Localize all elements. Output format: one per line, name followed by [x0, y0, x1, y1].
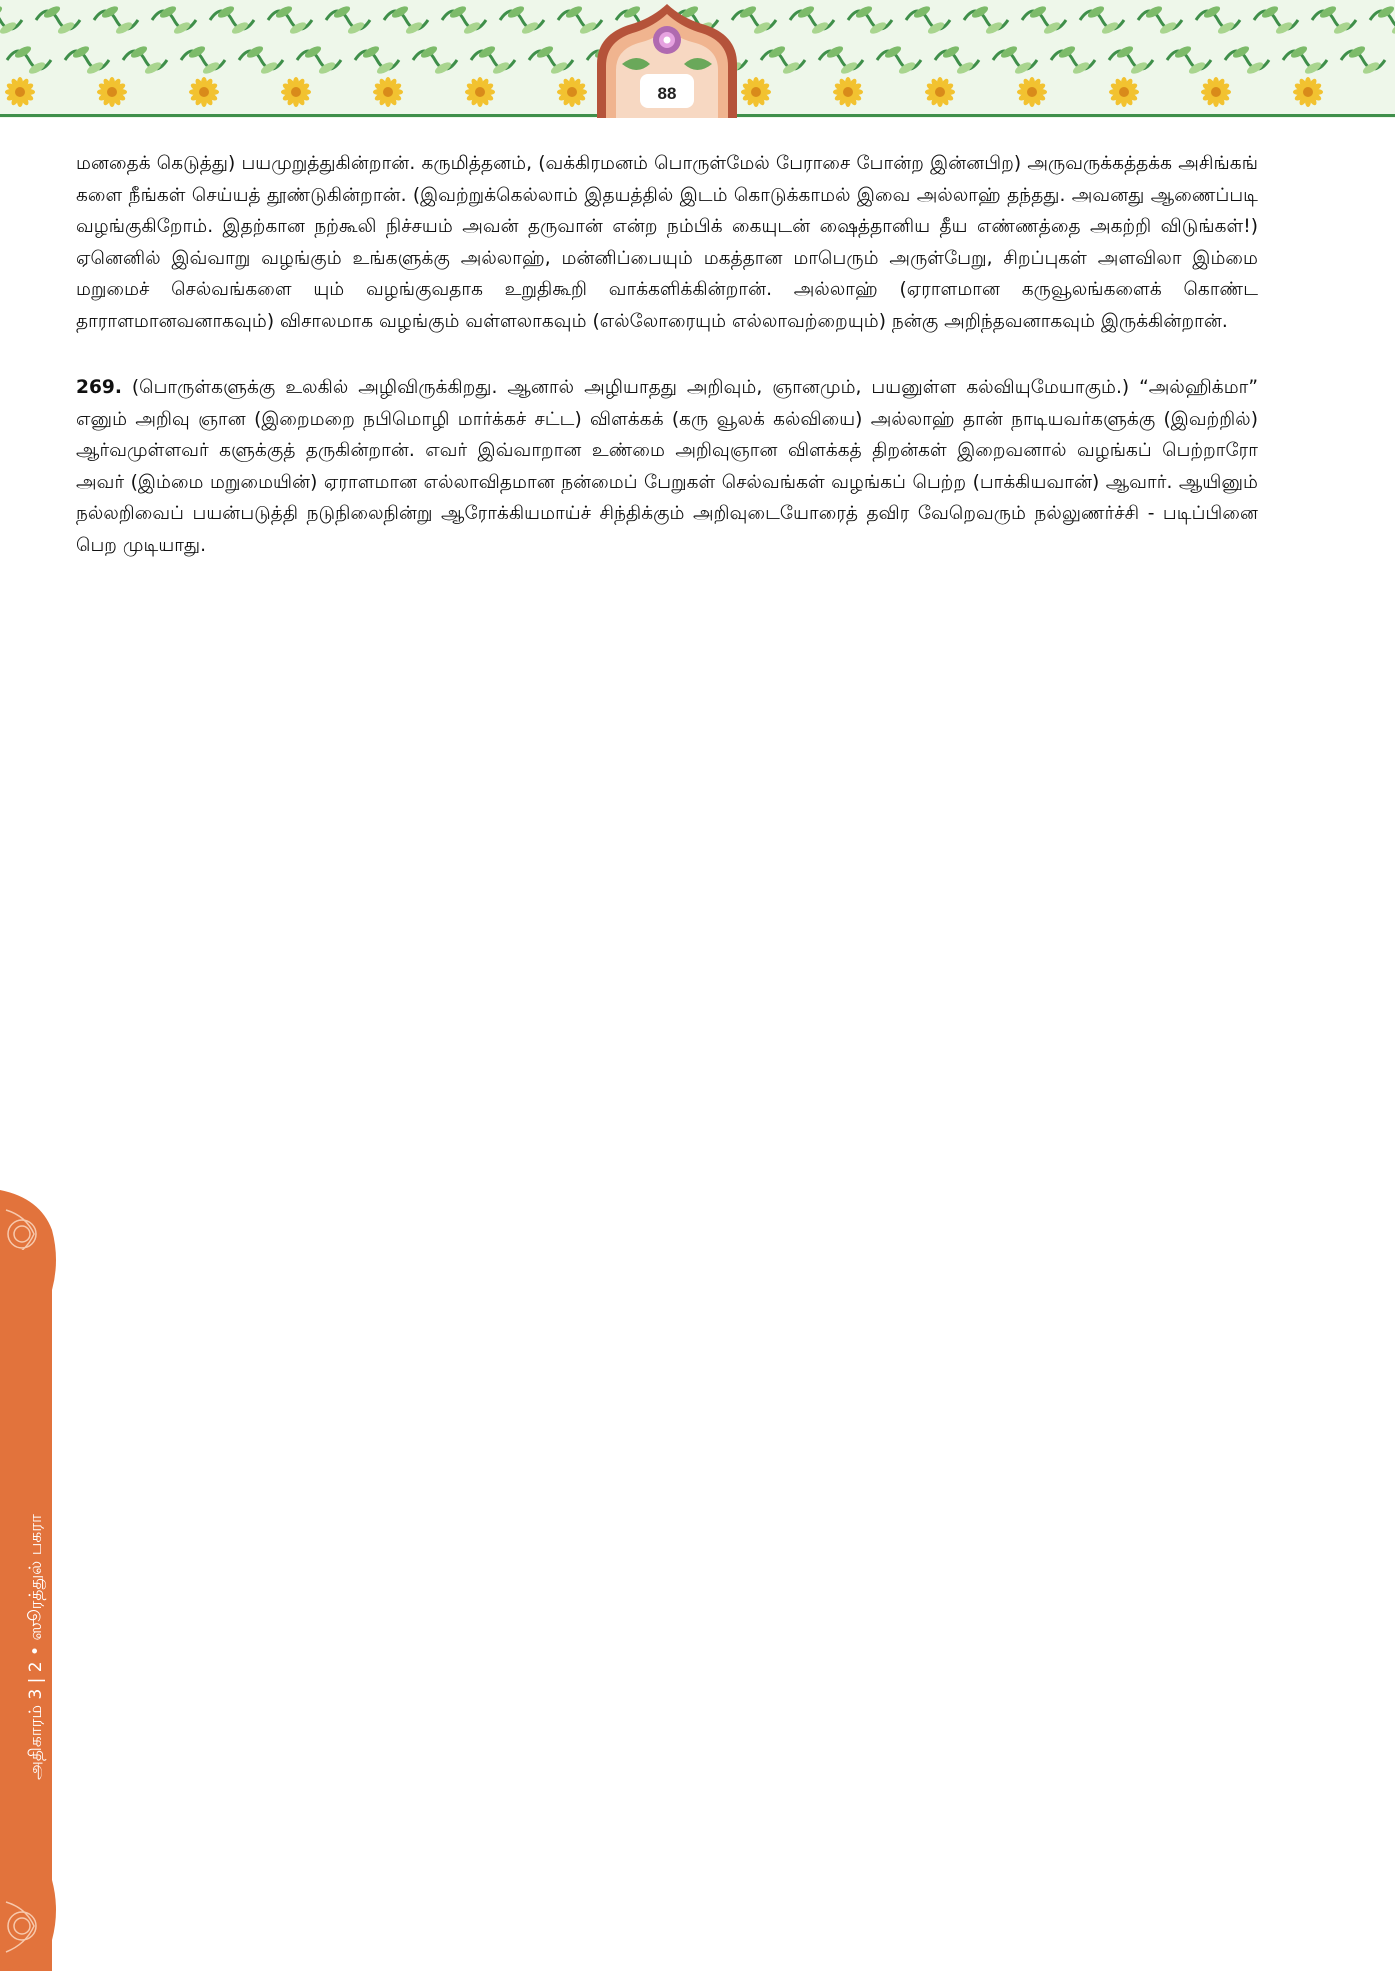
- page-number: 88: [657, 84, 677, 103]
- paragraph-verse-269: [76, 372, 1258, 561]
- paragraph-1: மனதைக் கெடுத்து) பயமுறுத்துகின்றான். கருமித்தனம், (வக்கிரமனம் பொருள்மேல் பேராசை போன்ற இன்னபிற) அருவருக்கத்தக்க அசிங்கங் களை நீங்கள் செய்யத் தூண்டுகின்றான். (இவற்றுக்கெல்லாம் இதயத்தில் இடம் கொடுக்காமல் இவை அல்லாஹ் தந்தது. அவனது ஆணைப்படி வழங்குகிறோம். இதற்கான நற்கூலி நிச்சயம் அவன் தருவான் என்ற நம்பிக் கையுடன் ஷைத்தானிய தீய எண்ணத்தை அகற்றி விடுங்கள்!) ஏனெனில் இவ்வாறு வழங்கும் உங்களுக்கு அல்லாஹ், மன்னிப்பையும் மகத்தான மாபெரும் அருள்பேறு, சிறப்புகள் அளவிலா இம்மை மறுமைச் செல்வங்களை யும் வழங்குவதாக உறுதிகூறி வாக்களிக்கின்றான். அல்லாஹ் (ஏராளமான கருவூலங்களைக் கொண்ட தாராளமானவனாகவும்) விசாலமாக வழங்கும் வள்ளலாகவும் (எல்லோரையும் எல்லாவற்றையும்) நன்கு அறிந்தவனாகவும் இருக்கின்றான்.: [76, 153, 1258, 332]
- verse-text: (பொருள்களுக்கு உலகில் அழிவிருக்கிறது. ஆனால் அழியாதது அறிவும், ஞானமும், பயனுள்ள கல்வியுமேயாகும்.) “அல்ஹிக்மா” எனும் அறிவு ஞான (இறைமறை நபிமொழி மார்க்கச் சட்ட) விளக்கக் (கரு வூலக் கல்வியை) அல்லாஹ் தான் நாடியவர்களுக்கு (இவற்றில்) ஆர்வமுள்ளவர் களுக்குத் தருகின்றான். எவர் இவ்வாறான உண்மை அறிவுஞான விளக்கத் திறன்கள் இறைவனால் வழங்கப் பெற்றாரோ அவர் (இம்மை மறுமையின்) ஏராளமான எல்லாவிதமான நன்மைப் பேறுகள் செல்வங்கள் வழங்கப் பெற்ற (பாக்கியவான்) ஆவார். ஆயினும் நல்லறிவைப் பயன்படுத்தி நடுநிலைநின்று ஆரோக்கியமாய்ச் சிந்திக்கும் அறிவுடையோரைத் தவிர வேறெவரும் நல்லுணர்ச்சி - படிப்பினை பெற முடியாது.: [76, 377, 1258, 556]
- side-tab-ornament-bottom: [0, 1880, 60, 1971]
- verse-number: 269.: [76, 377, 122, 398]
- chapter-label: அதிகாரம் 3 | 2 • ஸூரத்துல் பகரா: [26, 1514, 46, 1780]
- main-content: [76, 148, 1258, 596]
